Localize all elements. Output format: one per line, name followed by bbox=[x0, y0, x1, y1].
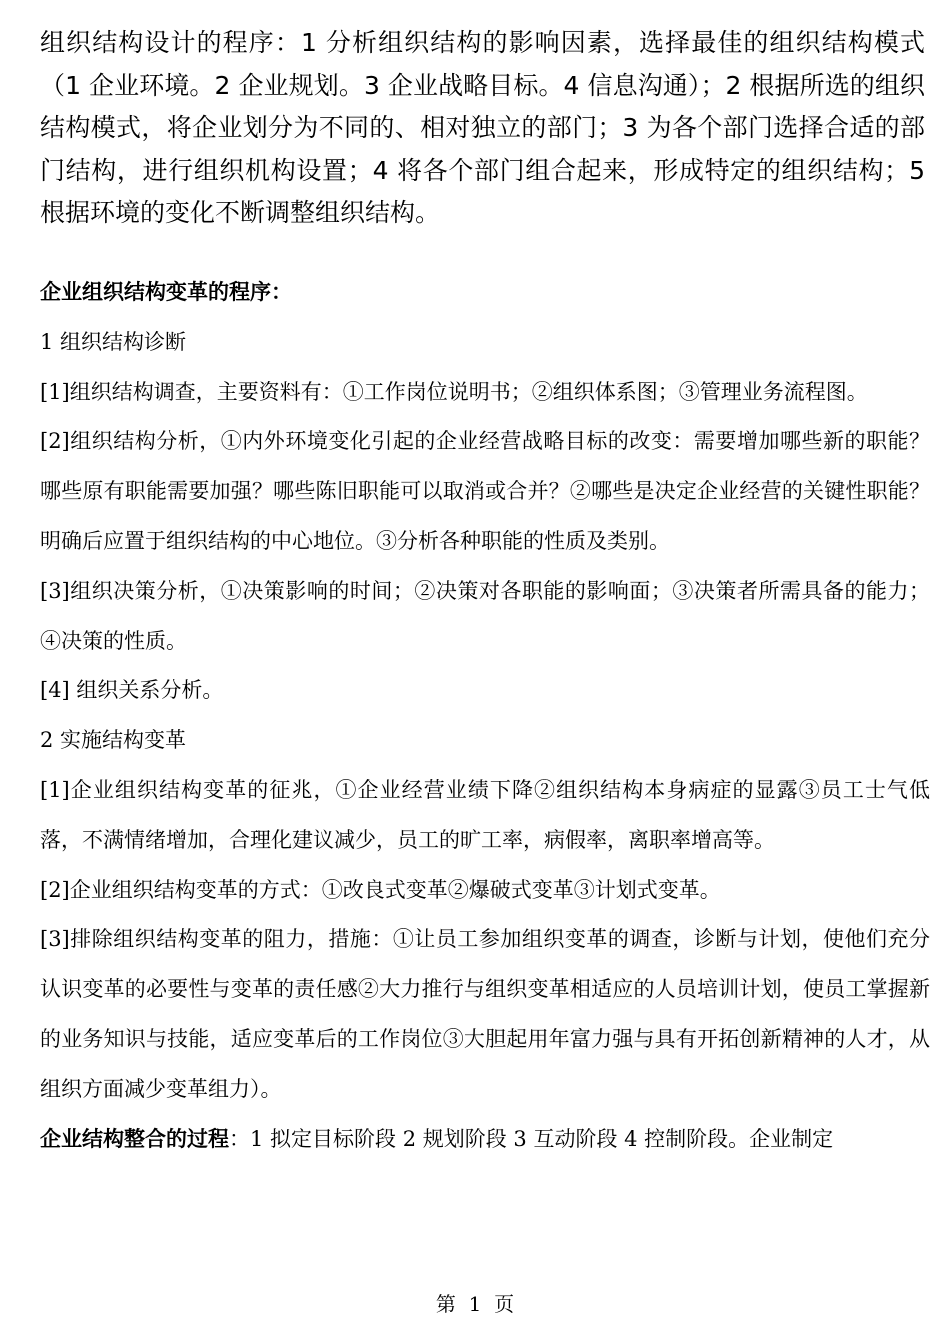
change-procedure-heading: 企业组织结构变革的程序： bbox=[40, 280, 292, 304]
diagnosis-item-1: [1]组织结构调查，主要资料有：①工作岗位说明书；②组织体系图；③管理业务流程图。 bbox=[40, 379, 868, 404]
implement-title: 2 实施结构变革 bbox=[40, 728, 187, 753]
diagnosis-item-3: [3]组织决策分析，①决策影响的时间；②决策对各职能的影响面；③决策者所需具备的能力；④决策的性质。 bbox=[40, 578, 930, 653]
implement-item-3: [3]排除组织结构变革的阻力，措施：①让员工参加组织变革的调查，诊断与计划，使他们充分认识变革的必要性与变革的责任感②大力推行与组织变革相适应的人员培训计划，使员工掌握新的业务知识与技能，适应变革后的工作岗位③大胆起用年富力强与具有开拓创新精神的人才，从组织方面减少变革组力）。 bbox=[40, 927, 930, 1101]
diagnosis-item-2: [2]组织结构分析，①内外环境变化引起的企业经营战略目标的改变：需要增加哪些新的职能？哪些原有职能需要加强？哪些陈旧职能可以取消或合并？②哪些是决定企业经营的关键性职能？明确后应置于组织结构的中心地位。③分析各种职能的性质及类别。 bbox=[40, 429, 930, 553]
integration-text: ：1 拟定目标阶段 2 规划阶段 3 互动阶段 4 控制阶段。企业制定 bbox=[229, 1126, 834, 1151]
design-procedure-paragraph: 组织结构设计的程序：1 分析组织结构的影响因素，选择最佳的组织结构模式（1 企业环境。2 企业规划。3 企业战略目标。4 信息沟通）；2 根据所选的组织结构模式，将企业划分为不同的、相对独立的部门；3 为各个部门选择合适的部门结构，进行组织机构设置；4 将各个部门组合起来，形成特定的组织结构；5 根据环境的变化不断调整组织结构。 bbox=[40, 28, 925, 227]
implement-item-1: [1]企业组织结构变革的征兆，①企业经营业绩下降②组织结构本身病症的显露③员工士气低落，不满情绪增加，合理化建议减少，员工的旷工率，病假率，离职率增高等。 bbox=[40, 777, 930, 852]
implement-item-2: [2]企业组织结构变革的方式：①改良式变革②爆破式变革③计划式变革。 bbox=[40, 877, 721, 902]
design-procedure-section bbox=[40, 22, 925, 235]
page-number: 第 1 页 bbox=[435, 1292, 515, 1316]
document-body bbox=[40, 268, 930, 1164]
diagnosis-item-4: [4] 组织关系分析。 bbox=[40, 678, 224, 703]
diagnosis-title: 1 组织结构诊断 bbox=[40, 329, 187, 354]
integration-label: 企业结构整合的过程 bbox=[40, 1126, 229, 1151]
integration-paragraph bbox=[40, 1115, 930, 1165]
